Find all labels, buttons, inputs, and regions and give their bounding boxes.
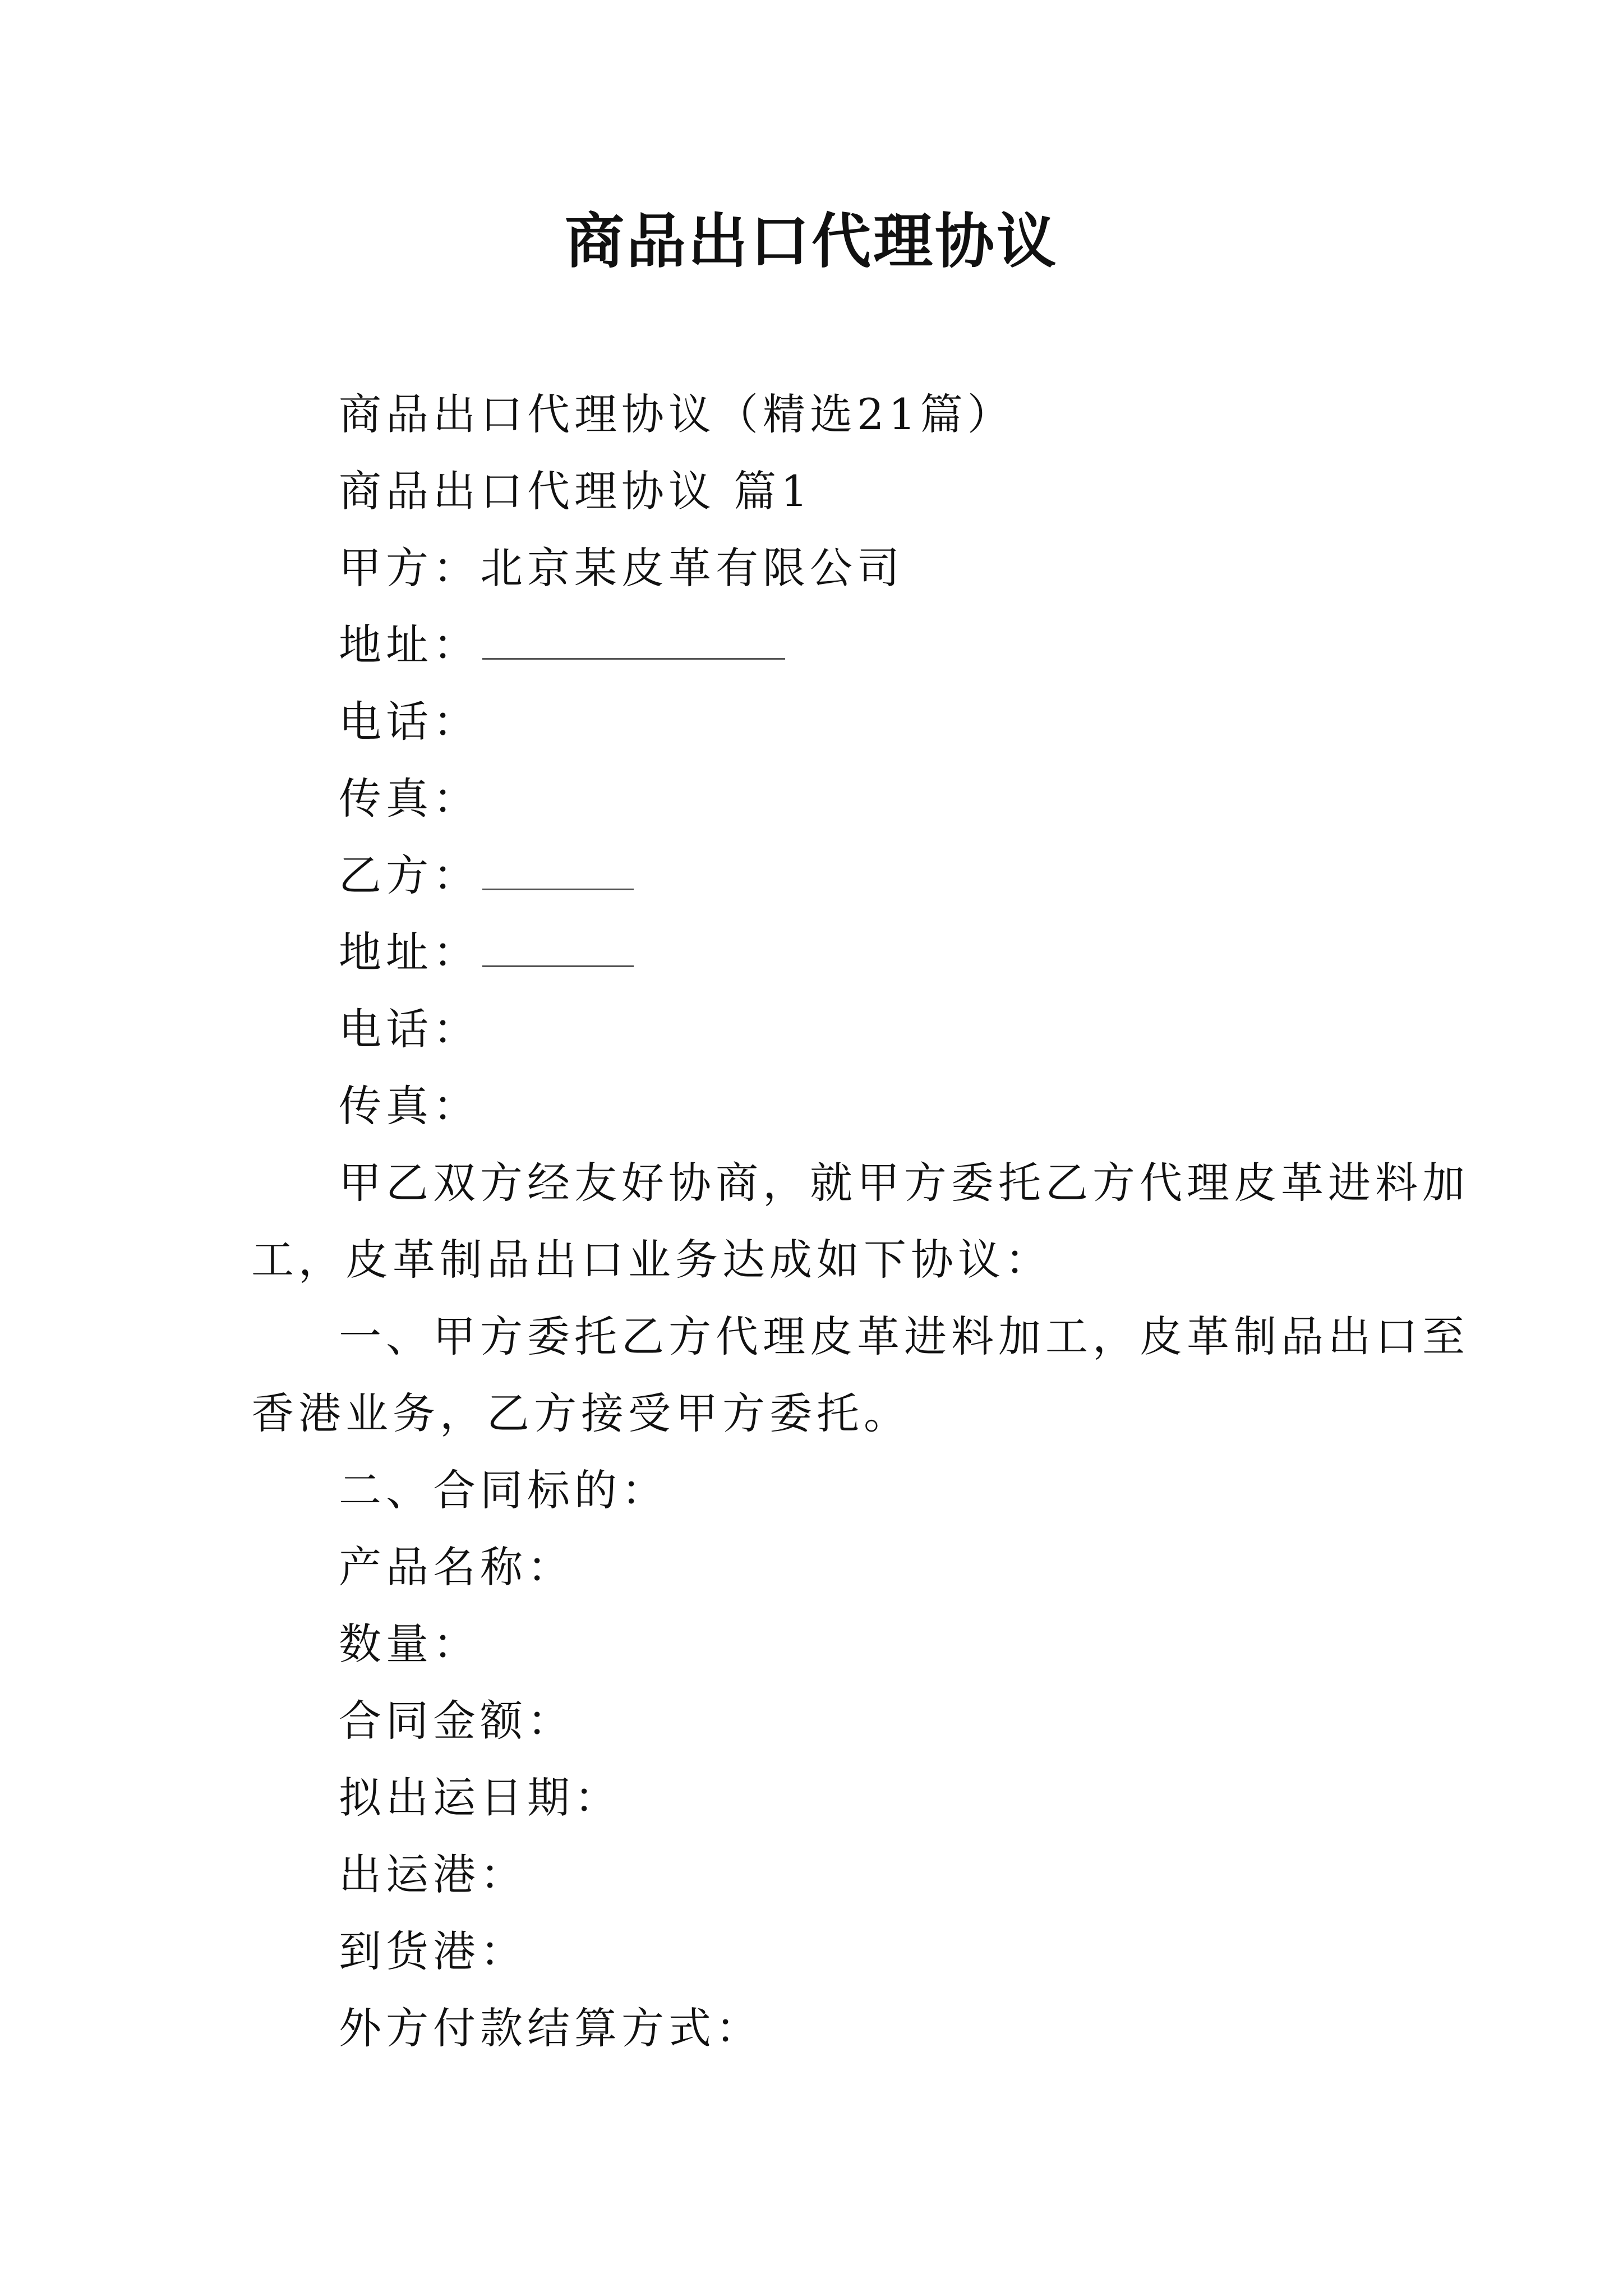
ship-date-label: 拟出运日期： [339, 1773, 621, 1823]
party-a-name: 北京某皮革有限公司 [480, 543, 904, 593]
party-a-fax-label: 传真： [339, 774, 480, 823]
party-a-label: 甲方： [339, 543, 480, 593]
party-b-address-line [251, 914, 1386, 991]
clause-1-line-1: 一、甲方委托乙方代理皮革进料加工，皮革制品出口至 [339, 1312, 1469, 1361]
party-a-address-blank [482, 618, 785, 660]
intro-paragraph-line-1: 甲乙双方经友好协商，就甲方委托乙方代理皮革进料加 [339, 1158, 1469, 1208]
party-b-phone-label: 电话： [339, 1004, 480, 1054]
party-a-address-label: 地址： [339, 620, 480, 670]
port-of-destination-label: 到货港： [339, 1926, 527, 1976]
party-a-address-line [251, 606, 1386, 683]
document-title: 商品出口代理协议 [565, 206, 1058, 276]
party-b-line [251, 837, 1386, 914]
clause-1-line-2: 香港业务，乙方接受甲方委托。 [251, 1388, 911, 1438]
clause-2-heading: 二、合同标的： [339, 1465, 668, 1515]
payment-method-label: 外方付款结算方式： [339, 2003, 763, 2053]
party-b-label: 乙方： [339, 850, 480, 900]
contract-amount-label: 合同金额： [339, 1696, 574, 1746]
product-name-label: 产品名称： [339, 1542, 574, 1592]
section-heading: 商品出口代理协议 篇1 [339, 466, 813, 516]
document-body [251, 376, 1469, 2067]
intro-paragraph-line-2: 工，皮革制品出口业务达成如下协议： [251, 1235, 1052, 1285]
party-a-phone-label: 电话： [339, 697, 480, 747]
subtitle: 商品出口代理协议（精选21篇） [339, 389, 1015, 439]
port-of-loading-label: 出运港： [339, 1849, 527, 1899]
party-b-address-label: 地址： [339, 927, 480, 977]
party-b-address-blank [482, 925, 634, 967]
party-a-line [251, 530, 1386, 606]
quantity-label: 数量： [339, 1619, 480, 1669]
party-b-name-blank [482, 848, 634, 890]
party-b-fax-label: 传真： [339, 1081, 480, 1131]
